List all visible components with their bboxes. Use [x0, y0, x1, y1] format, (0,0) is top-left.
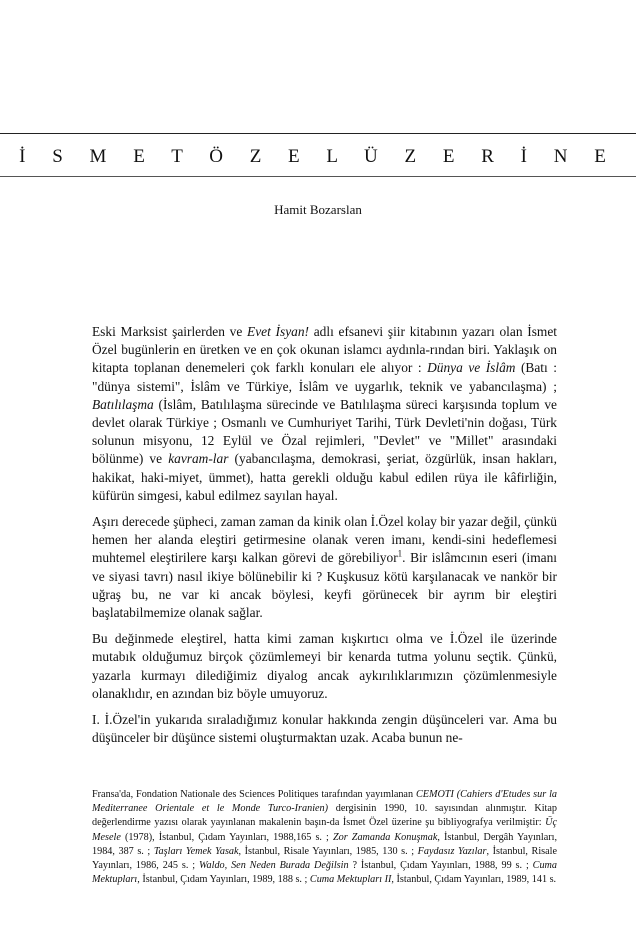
italic-text: Zor Zamanda Konuşmak	[332, 831, 438, 843]
paragraph	[92, 513, 557, 622]
italic-text: Evet İsyan!	[247, 324, 309, 339]
italic-text: Cuma Mektupları	[92, 860, 558, 886]
italic-text: Cuma Mektupları II	[309, 874, 392, 886]
italic-text: Üç Mesele	[92, 817, 557, 843]
top-rule	[0, 133, 636, 134]
text-run: , İstanbul, Çıdam Yayınları, 1989, 141 s.	[391, 874, 557, 886]
text-run: Aşırı derecede şüpheci, zaman zaman da kinik olan İ.Özel kolay bir yazar değil, çünkü hemen her alanda eleştiri getirmesine olanak veren imanı, kendi-sini hedeflemesi muhtemel eleştirilere karşı kalkan görevi de görebiliyor	[92, 514, 557, 566]
text-run: dergisinin 1990, 10. sayısından alınmıştır. Kitap değerlendirme yazısı olarak yayınlanan makalenin başın-da İsmet Özel üzerine şu bibliyografya verilmiştir:	[92, 803, 557, 829]
author-name: Hamit Bozarslan	[274, 202, 362, 217]
italic-text: Taşları Yemek Yasak	[153, 845, 239, 857]
text-run: Bu değinmede eleştirel, hatta kimi zaman kışkırtıcı olma ve İ.Özel ile üzerinde mutabık olduğumuz birçok çözümlemeyi bir kenarda tutma yolunu seçtik. Çünkü, yazarla kurmayı dilediğimiz diyalog ancak aykırılıklarımızın çözümlenmesiyle olanaklıdır, en azından biz böyle umuyoruz.	[92, 631, 557, 701]
text-run: adlı efsanevi şiir kitabının yazarı olan İsmet Özel bugünlerin en üretken ve en çok okunan islamcı aydınla-rından biri. Yaklaşık on kitapta toplanan denemeleri çok farklı konuları ele alıyor :	[92, 324, 557, 376]
text-run: (1978), İstanbul, Çıdam Yayınları, 1988,165 s. ;	[120, 831, 333, 843]
text-run: , İstanbul, Dergâh Yayınları, 1984, 387 s. ;	[92, 831, 558, 857]
footnote	[92, 788, 557, 887]
paragraph	[92, 630, 557, 703]
text-run: , İstanbul, Risale Yayınları, 1985, 130 s. ;	[238, 845, 418, 857]
text-run: ? İstanbul, Çıdam Yayınları, 1988, 99 s. ;	[348, 860, 533, 872]
text-run: Eski Marksist şairlerden ve	[92, 324, 248, 339]
paragraph	[92, 711, 557, 747]
italic-text: Faydasız Yazılar	[417, 845, 487, 857]
text-run: , İstanbul, Çıdam Yayınları, 1989, 188 s. ;	[137, 874, 310, 886]
text-run: (Batı : "dünya sistemi", İslâm ve Türkiye, İslâm ve uygarlık, teknik ve yabancılaşma) ;	[92, 360, 557, 394]
text-run: (İslâm, Batılılaşma sürecinde ve Batılılaşma süreci karşısında toplum ve devlet olarak Türkiye ; Osmanlı ve Cumhuriyet Tarihi, Türk Devleti'nin doğası, Türk solunun misyonu, 12 Eylül ve Özal rejimleri, "Devlet" ve "Millet" arasındaki bölünme) ve	[92, 396, 557, 467]
text-run: Fransa'da, Fondation Nationale des Sciences Politiques tarafından yayımlanan	[92, 789, 416, 800]
italic-text: kavram-lar	[168, 451, 229, 467]
text-run: . Bir islâmcının eseri (imanı ve siyasi tavrı) nasıl ikiye bölünebilir ki ? Kuşkusuz kötü karşılanacak ve nankör bir uğraş bu, ne var ki ancak böylesi, keyfi görünecek bir ayrım bir eleştiri başlatabilmemize olanak sağlar.	[92, 550, 557, 621]
article-body	[92, 323, 557, 755]
text-run: I. İ.Özel'in yukarıda sıraladığımız konular hakkında zengin düşünceleri var. Ama bu düşünceler bir düşünce sistemi oluşturmaktan uzak. Acaba bunun ne-	[92, 712, 557, 746]
italic-text: CEMOTI (Cahiers d'Etudes sur la Mediterranee Orientale et le Monde Turco-Iranien)	[92, 789, 557, 815]
title-rule	[0, 176, 636, 177]
footnote-marker: 1	[397, 548, 403, 559]
italic-text: Dünya ve İslâm	[427, 360, 516, 376]
italic-text: Waldo, Sen Neden Burada Değilsin	[198, 860, 349, 872]
text-run: (yabancılaşma, demokrasi, şeriat, özgürlük, insan hakları, hakikat, haki-miyet, ümmet), hatta gerekli olduğu kabul edilen rüya ile kâfirliğin, küfürün simgesi, kabul edilmez sayılan hayal.	[92, 451, 557, 503]
article-title: İ S M E T Ö Z E L Ü Z E R İ N E	[19, 146, 617, 167]
italic-text: Batılılaşma	[92, 396, 154, 412]
text-run: , İstanbul, Risale Yayınları, 1986, 245 s. ;	[92, 845, 558, 872]
paragraph	[92, 323, 557, 505]
